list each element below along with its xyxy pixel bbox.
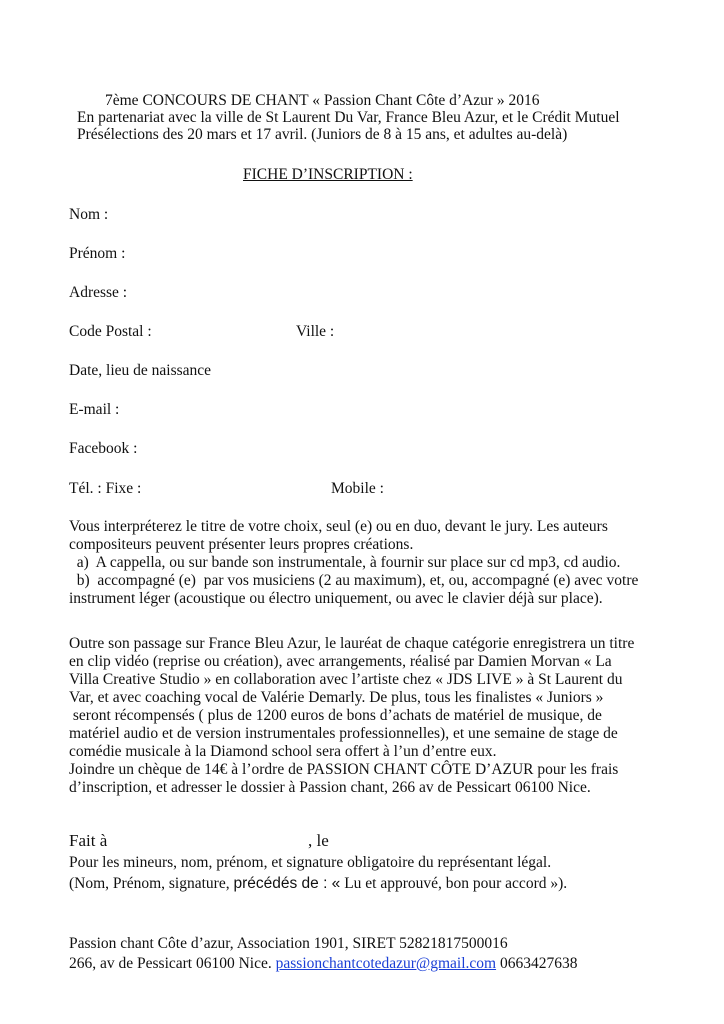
para2-line: Villa Creative Studio » en collaboration avec l’artiste chez « JDS LIVE » à St Laurent du xyxy=(69,671,623,688)
field-adresse-label: Adresse : xyxy=(69,284,128,301)
para2-line: d’inscription, et adresser le dossier à Passion chant, 266 av de Pessicart 06100 Nice. xyxy=(69,779,591,796)
footer-association: Passion chant Côte d’azur, Association 1901, SIRET 52821817500016 xyxy=(69,935,508,952)
para2-line: matériel audio et de version instrumentales professionnelles), et une semaine de stage de xyxy=(69,725,618,742)
para1-line: a) A cappella, ou sur bande son instrumentale, à fournir sur place sur cd mp3, cd audio. xyxy=(69,554,621,571)
signature-instructions-part: Lu et approuvé, bon pour accord »). xyxy=(340,875,568,892)
footer-address: 266, av de Pessicart 06100 Nice. xyxy=(69,955,276,972)
footer-email-link[interactable]: passionchantcotedazur@gmail.com xyxy=(275,955,497,972)
header-line-2: En partenariat avec la ville de St Laurent Du Var, France Bleu Azur, et le Crédit Mutuel xyxy=(77,109,620,126)
para1-line: Vous interpréterez le titre de votre choix, seul (e) ou en duo, devant le jury. Les auteurs xyxy=(69,518,608,535)
field-email-label: E-mail : xyxy=(69,401,120,418)
signature-instructions xyxy=(69,875,567,893)
para2-line: comédie musicale à la Diamond school sera offert à l’un d’entre eux. xyxy=(69,743,497,760)
field-facebook-label: Facebook : xyxy=(69,440,138,457)
field-mobile-label: Mobile : xyxy=(331,480,384,497)
para1-line: instrument léger (acoustique ou électro uniquement, ou avec le clavier déjà sur place). xyxy=(69,590,603,607)
date-le-label: , le xyxy=(308,831,329,850)
header-line-1: 7ème CONCOURS DE CHANT « Passion Chant Côte d’Azur » 2016 xyxy=(105,92,540,109)
para1-line: b) accompagné (e) par vos musiciens (2 au maximum), et, ou, accompagné (e) avec votre xyxy=(69,572,639,589)
para2-line: Joindre un chèque de 14€ à l’ordre de PASSION CHANT CÔTE D’AZUR pour les frais xyxy=(69,761,619,778)
field-naissance-label: Date, lieu de naissance xyxy=(69,362,212,379)
form-title: FICHE D’INSCRIPTION : xyxy=(243,166,413,183)
fait-a-label: Fait à xyxy=(69,831,108,850)
field-ville-label: Ville : xyxy=(296,323,335,340)
header-line-3: Présélections des 20 mars et 17 avril. (Juniors de 8 à 15 ans, et adultes au-delà) xyxy=(77,126,568,143)
para2-line: en clip vidéo (reprise ou création), avec arrangements, réalisé par Damien Morvan « La xyxy=(69,653,612,670)
para1-line: compositeurs peuvent présenter leurs propres créations. xyxy=(69,536,414,553)
mineurs-note: Pour les mineurs, nom, prénom, et signature obligatoire du représentant légal. xyxy=(69,854,552,871)
para2-line: Outre son passage sur France Bleu Azur, le lauréat de chaque catégorie enregistrera un titre xyxy=(69,635,635,652)
para2-line: seront récompensés ( plus de 1200 euros de bons d’achats de matériel de musique, de xyxy=(69,707,602,724)
signature-instructions-part: (Nom, Prénom, signature, xyxy=(69,875,234,892)
signature-instructions-part: précédés de : « xyxy=(233,875,341,892)
footer-contact xyxy=(69,955,577,973)
field-tel-fixe-label: Tél. : Fixe : xyxy=(69,480,142,497)
field-code-postal-label: Code Postal : xyxy=(69,323,152,340)
field-prenom-label: Prénom : xyxy=(69,245,126,262)
para2-line: Var, et avec coaching vocal de Valérie Demarly. De plus, tous les finalistes « Juniors » xyxy=(69,689,604,706)
field-nom-label: Nom : xyxy=(69,206,109,223)
footer-phone: 0663427638 xyxy=(496,955,578,972)
